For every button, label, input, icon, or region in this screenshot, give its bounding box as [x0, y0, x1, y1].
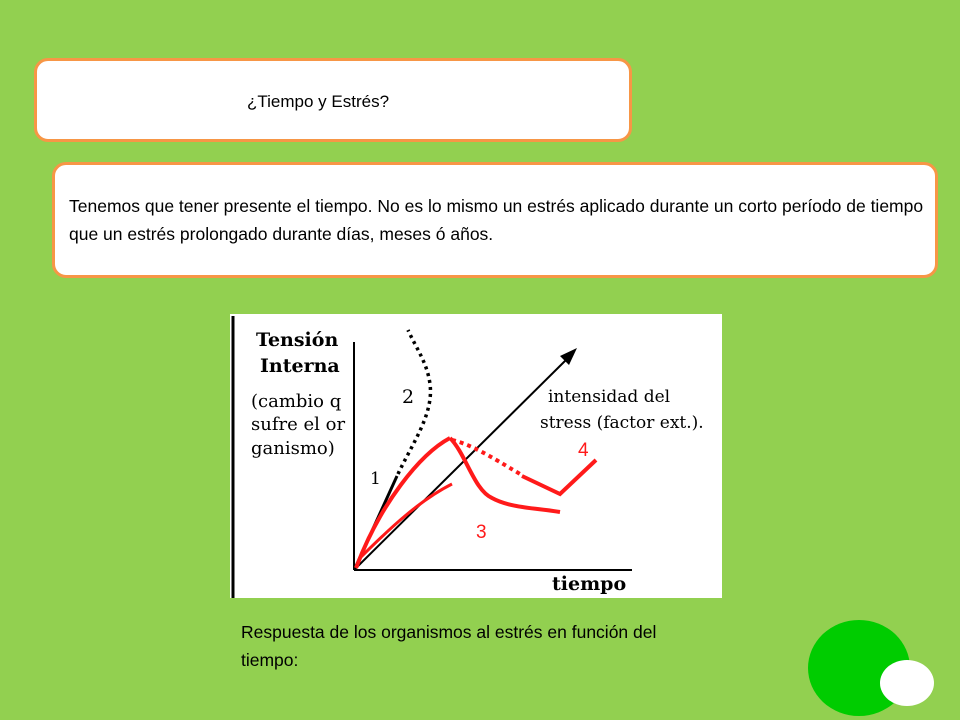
y-label-line-5: ganismo) — [251, 438, 335, 459]
body-text: Tenemos que tener presente el tiempo. No es lo mismo un estrés aplicado durante un corto período de tiempo que un estrés prolongado durante días, meses ó años. — [69, 196, 924, 244]
y-label-line-1: Tensión — [256, 329, 339, 351]
arrow-label-line-2: stress (factor ext.). — [540, 413, 704, 433]
x-label: tiempo — [552, 573, 627, 595]
curve-label-3: 3 — [476, 522, 487, 543]
y-label-line-2: Interna — [260, 355, 340, 377]
diagram-caption: Respuesta de los organismos al estrés en función del tiempo: — [241, 622, 657, 670]
y-label-line-3: (cambio q — [251, 391, 342, 412]
curve-3 — [450, 438, 560, 512]
decorative-white-circle — [880, 660, 934, 706]
curve-label-4: 4 — [578, 440, 589, 461]
body-box — [52, 162, 938, 278]
curve-red-branch — [360, 484, 452, 558]
intensity-arrow-line — [354, 358, 568, 570]
y-label-line-4: sufre el or — [251, 414, 346, 435]
diagram-svg — [230, 314, 722, 598]
curve-label-1: 1 — [370, 469, 381, 489]
title-box — [34, 58, 632, 142]
curve-label-2: 2 — [402, 386, 415, 408]
slide-title: ¿Tiempo y Estrés? — [247, 92, 390, 111]
arrow-label-line-1: intensidad del — [548, 387, 671, 407]
stress-time-diagram — [230, 314, 722, 598]
curve-4 — [522, 460, 596, 494]
